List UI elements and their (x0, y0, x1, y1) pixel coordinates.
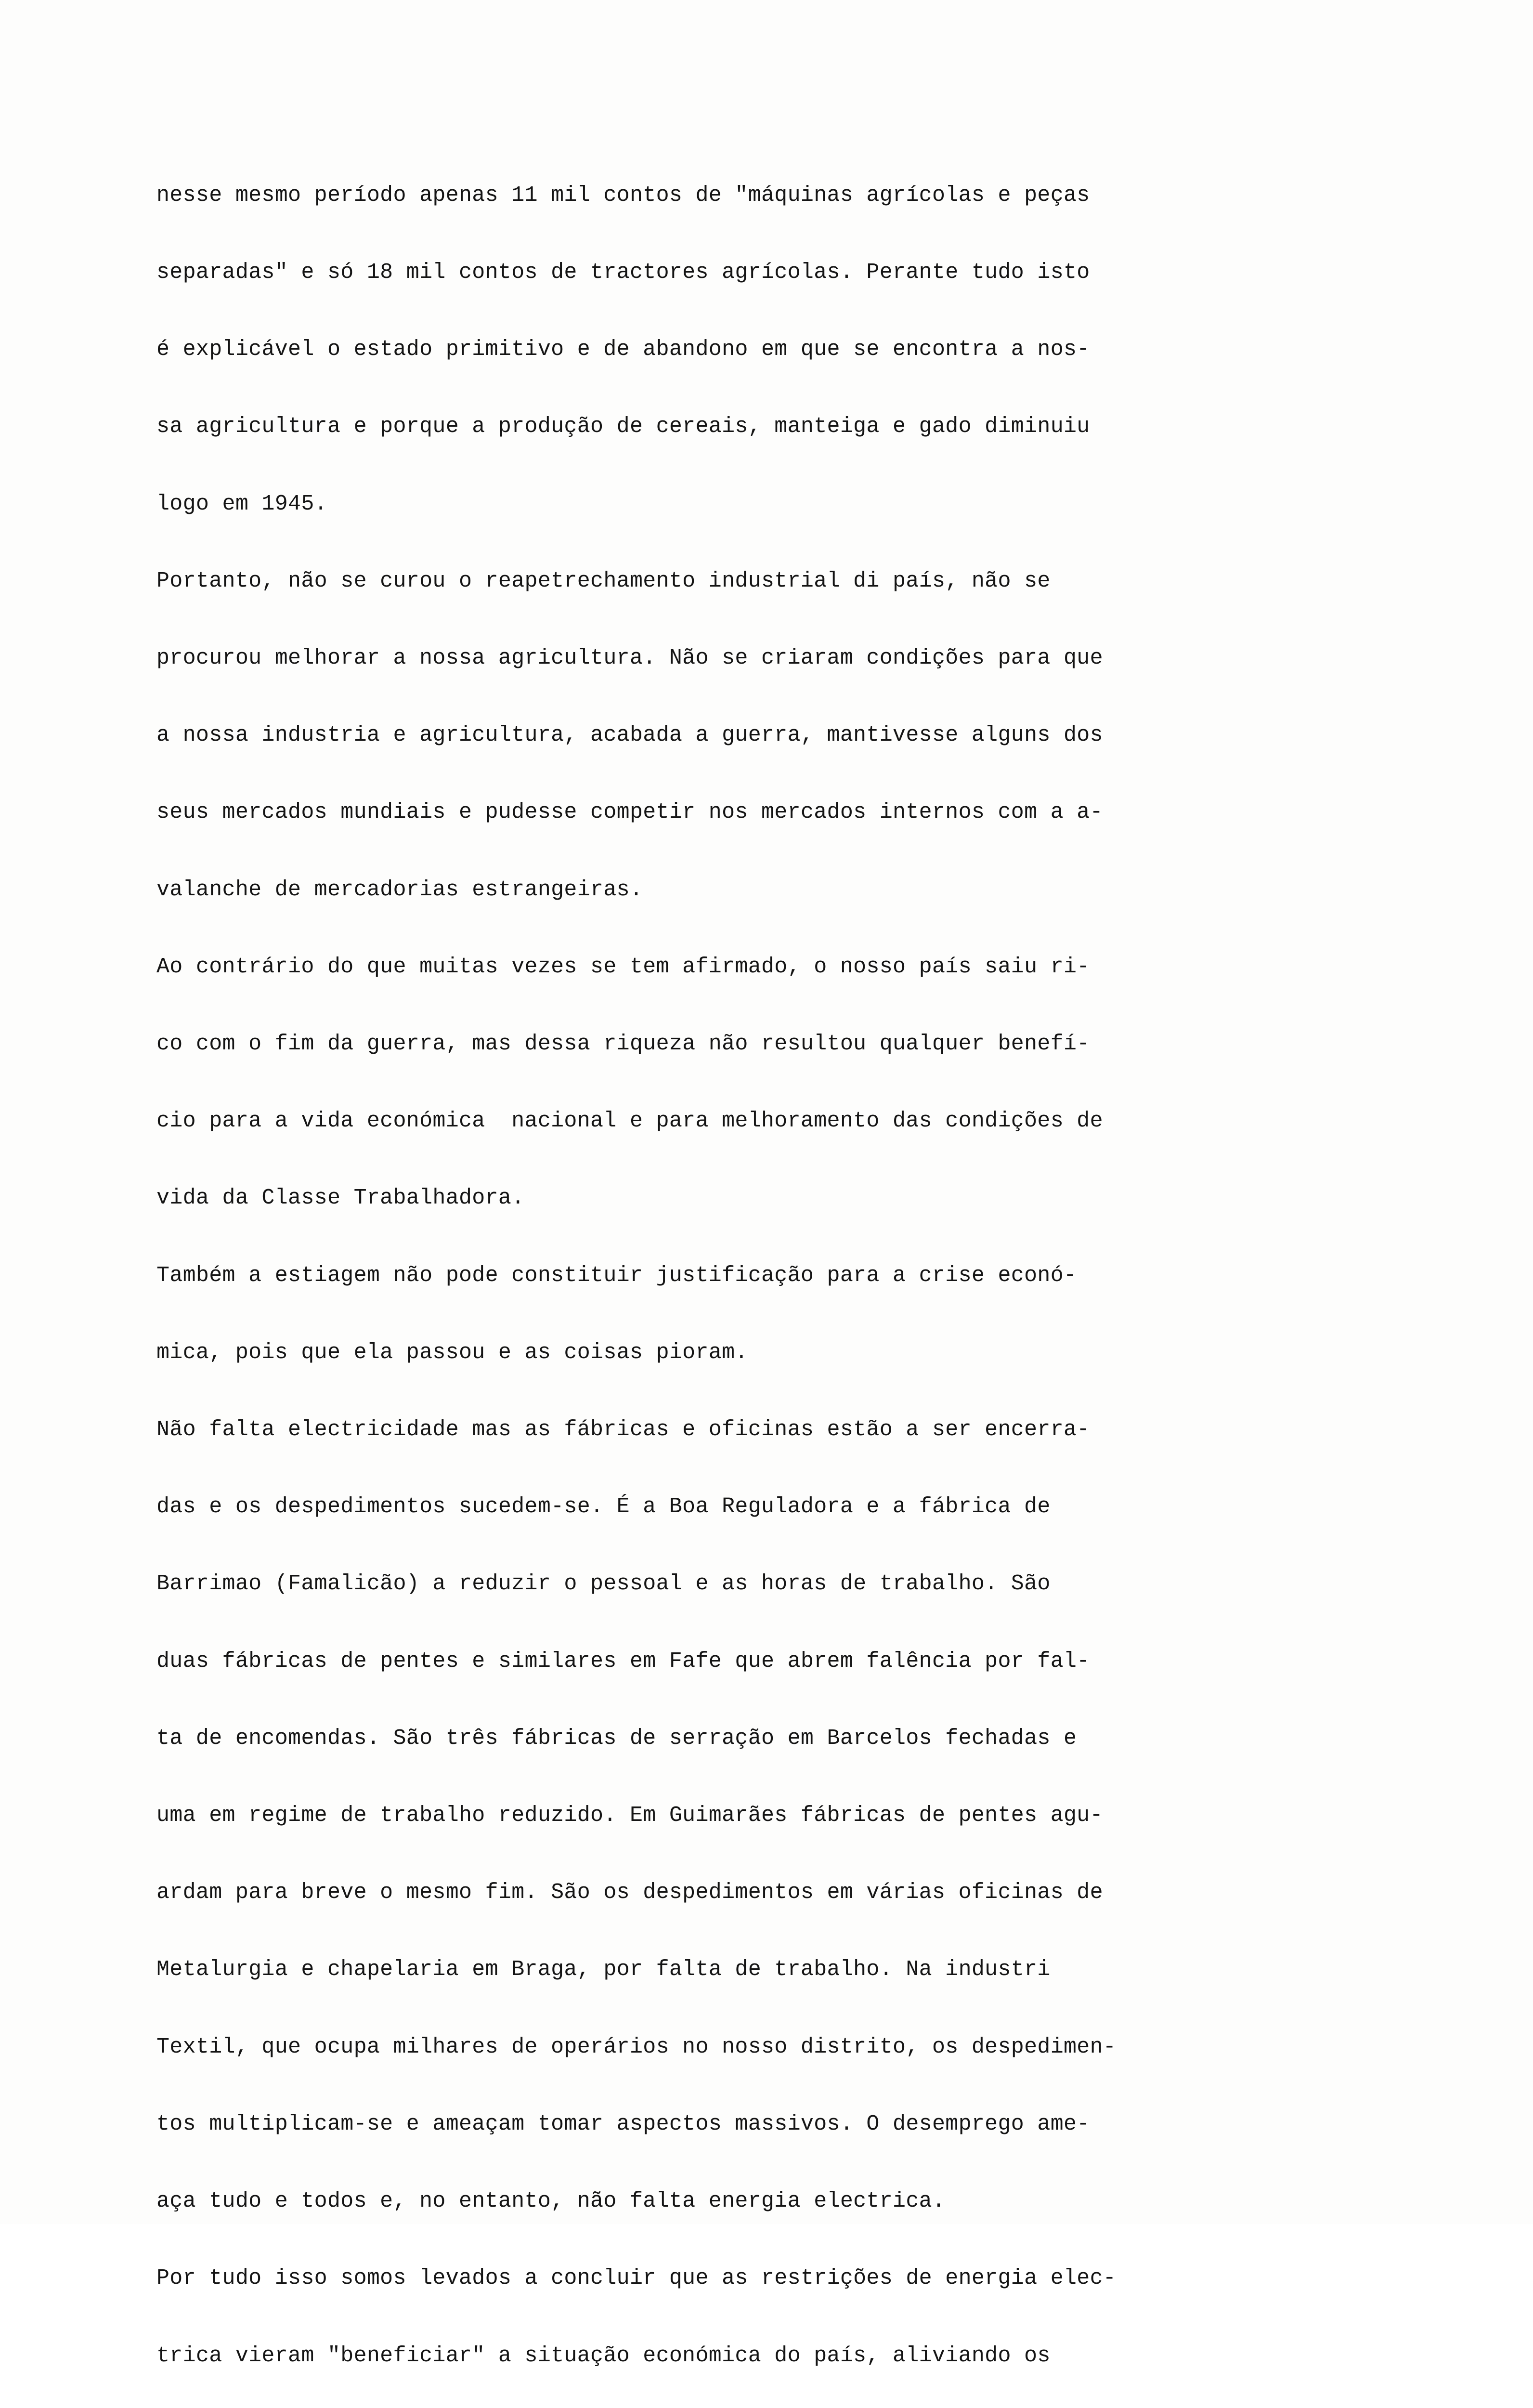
text-line: Portanto, não se curou o reapetrechamento industrial di país, não se (156, 568, 1051, 593)
text-line: separadas" e só 18 mil contos de tractores agrícolas. Perante tudo isto (156, 260, 1090, 285)
text-line: a nossa industria e agricultura, acabada a guerra, mantivesse alguns dos (156, 723, 1103, 748)
text-line: ardam para breve o mesmo fim. São os despedimentos em várias oficinas de (156, 1880, 1103, 1905)
text-line: vida da Classe Trabalhadora. (156, 1186, 525, 1211)
text-line: Não falta electricidade mas as fábricas e oficinas estão a ser encerra- (156, 1417, 1090, 1442)
text-line: ta de encomendas. São três fábricas de serração em Barcelos fechadas e (156, 1726, 1077, 1751)
text-line: Barrimao (Famalicão) a reduzir o pessoal e as horas de trabalho. São (156, 1571, 1051, 1597)
text-line: logo em 1945. (156, 491, 327, 516)
text-line: Metalurgia e chapelaria em Braga, por falta de trabalho. Na industri (156, 1957, 1051, 1982)
text-line: co com o fim da guerra, mas dessa riqueza não resultou qualquer benefí- (156, 1032, 1090, 1057)
text-line: Por tudo isso somos levados a concluir que as restrições de energia elec- (156, 2266, 1117, 2291)
text-line: valanche de mercadorias estrangeiras. (156, 877, 643, 902)
text-line: procurou melhorar a nossa agricultura. Não se criaram condições para que (156, 646, 1103, 671)
text-line: Ao contrário do que muitas vezes se tem afirmado, o nosso país saiu ri- (156, 954, 1090, 979)
text-line: duas fábricas de pentes e similares em Fafe que abrem falência por fal- (156, 1649, 1090, 1674)
text-line: das e os despedimentos sucedem-se. É a Boa Reguladora e a fábrica de (156, 1494, 1051, 1519)
text-line: seus mercados mundiais e pudesse competir nos mercados internos com a a- (156, 800, 1103, 825)
text-line: uma em regime de trabalho reduzido. Em Guimarães fábricas de pentes agu- (156, 1803, 1103, 1828)
text-line: cio para a vida económica nacional e para melhoramento das condições de (156, 1109, 1103, 1134)
text-line: é explicável o estado primitivo e de abandono em que se encontra a nos- (156, 337, 1090, 362)
text-line: Textil, que ocupa milhares de operários no nosso distrito, os despedimen- (156, 2034, 1117, 2059)
text-line: aça tudo e todos e, no entanto, não falta energia electrica. (156, 2189, 946, 2214)
text-line: mica, pois que ela passou e as coisas pioram. (156, 1340, 748, 1365)
text-line: Também a estiagem não pode constituir justificação para a crise econó- (156, 1263, 1077, 1288)
text-line: trica vieram "beneficiar" a situação económica do país, aliviando os (156, 2343, 1051, 2368)
text-line: tos multiplicam-se e ameaçam tomar aspectos massivos. O desemprego ame- (156, 2111, 1090, 2136)
text-line: nesse mesmo período apenas 11 mil contos de "máquinas agrícolas e peças (156, 183, 1090, 208)
typewritten-text-body (156, 131, 1456, 2408)
text-line: sa agricultura e porque a produção de cereais, manteiga e gado diminuiu (156, 414, 1090, 439)
